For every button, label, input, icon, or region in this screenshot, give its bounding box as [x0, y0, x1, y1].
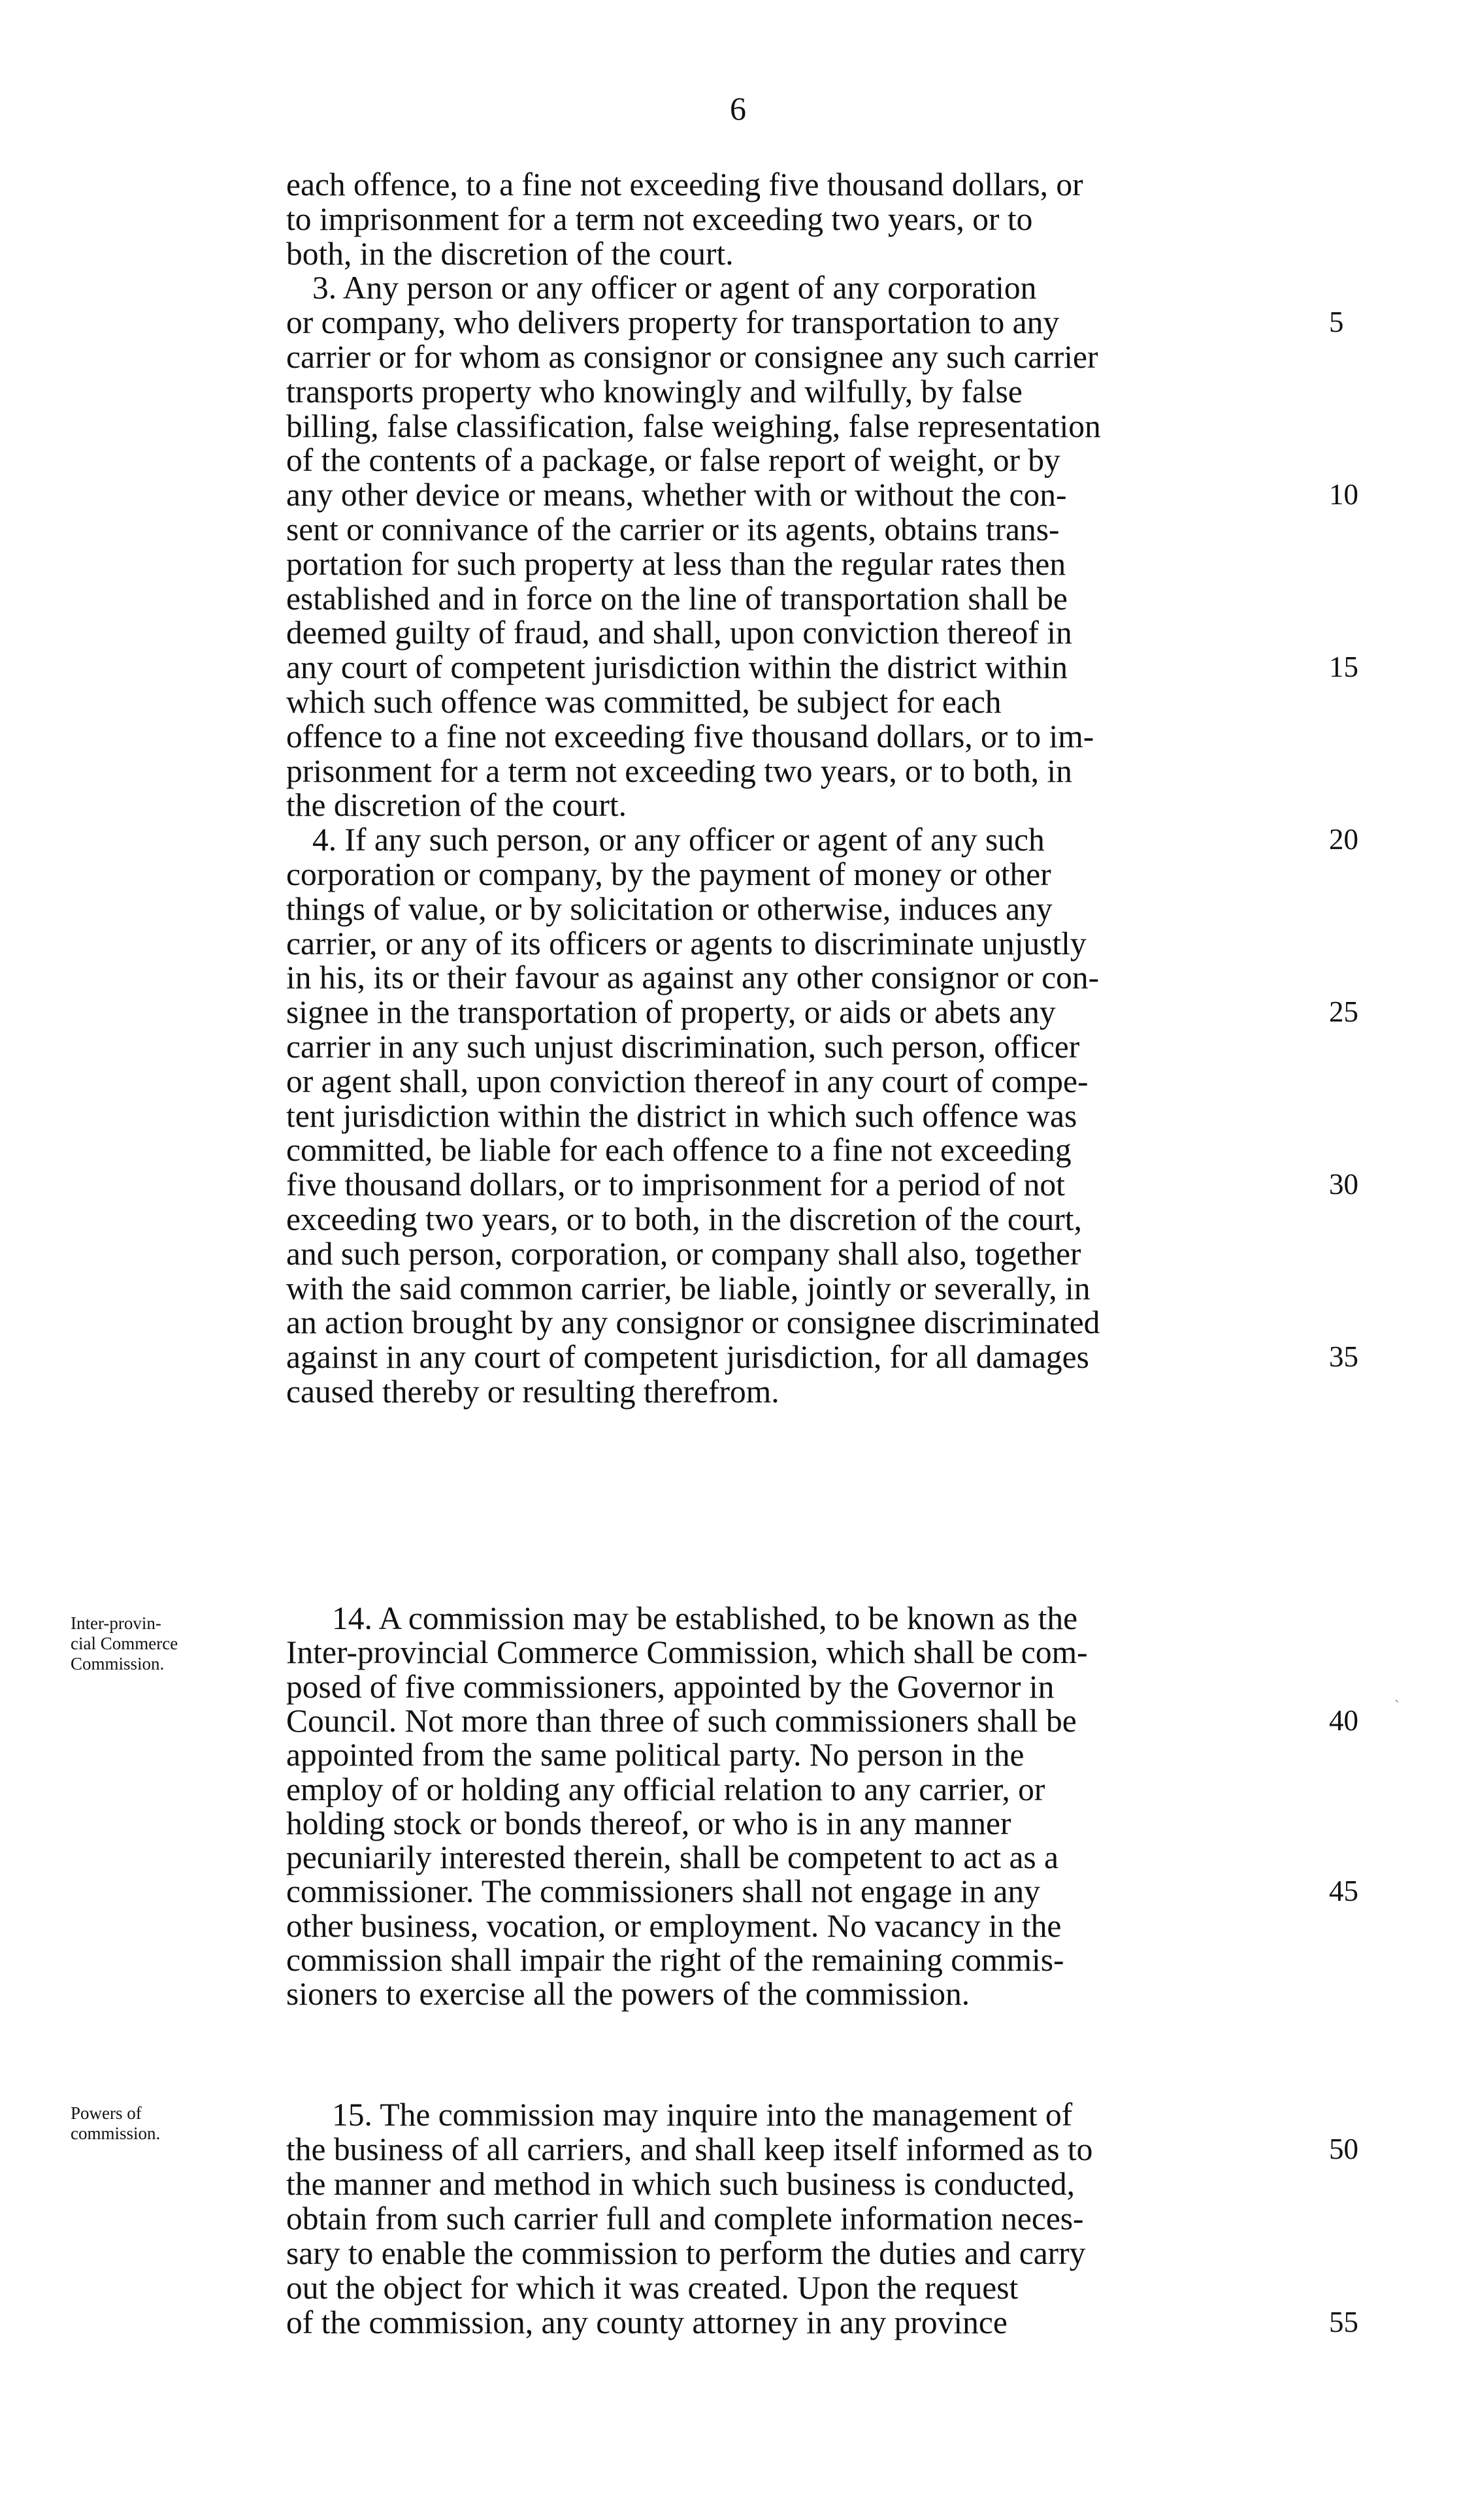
text-line: committed, be liable for each offence to a fine not exceeding — [286, 1132, 1072, 1169]
text-line: any other device or means, whether with or without the con- — [286, 477, 1067, 513]
text-line: each offence, to a fine not exceeding five thousand dollars, or — [286, 167, 1083, 202]
line-number: 15 — [1329, 651, 1358, 684]
text-line: out the object for which it was created. Upon the request — [286, 2270, 1019, 2306]
text-line: corporation or company, by the payment of money or other — [286, 856, 1051, 892]
margin-note-line: commission. — [71, 2124, 161, 2143]
text-line: the business of all carriers, and shall keep itself informed as to — [286, 2131, 1093, 2167]
line-number: 10 — [1329, 478, 1358, 511]
text-line: tent jurisdiction within the district in which such offence was — [286, 1097, 1077, 1134]
margin-note-inter-provincial — [71, 1613, 286, 1674]
text-line: prisonment for a term not exceeding two years, or to both, in — [286, 752, 1072, 789]
text-line: and such person, corporation, or company shall also, together — [286, 1235, 1081, 1272]
text-line: both, in the discretion of the court. — [286, 235, 734, 272]
text-line: holding stock or bonds thereof, or who is in any manner — [286, 1805, 1011, 1841]
text-line: 14. A commission may be established, to be known as the — [332, 1600, 1078, 1636]
page-number: 6 — [730, 90, 746, 127]
text-line: posed of five commissioners, appointed by the Governor in — [286, 1668, 1055, 1705]
text-line: commissioner. The commissioners shall not engage in any — [286, 1873, 1040, 1910]
line-number: 35 — [1329, 1340, 1358, 1374]
text-line: signee in the transportation of property, or aids or abets any — [286, 994, 1056, 1031]
text-line: with the said common carrier, be liable, jointly or severally, in — [286, 1270, 1091, 1306]
line-number: 25 — [1329, 995, 1358, 1029]
text-line: established and in force on the line of transportation shall be — [286, 580, 1068, 617]
margin-note-powers — [71, 2103, 286, 2144]
text-line: carrier, or any of its officers or agents to discriminate unjustly — [286, 925, 1087, 961]
text-line: five thousand dollars, or to imprisonment for a period of not — [286, 1167, 1065, 1203]
margin-note-line: Commission. — [71, 1654, 165, 1673]
text-line: in his, its or their favour as against any other consignor or con- — [286, 960, 1100, 996]
text-line: exceeding two years, or to both, in the discretion of the court, — [286, 1201, 1082, 1237]
text-line: obtain from such carrier full and complete information neces- — [286, 2201, 1084, 2237]
line-number: 5 — [1329, 306, 1344, 339]
text-line: pecuniarily interested therein, shall be competent to act as a — [286, 1839, 1059, 1876]
text-line: an action brought by any consignor or consignee discriminated — [286, 1304, 1100, 1341]
text-line: or company, who delivers property for transportation to any — [286, 304, 1060, 341]
margin-note-line: cial Commerce — [71, 1634, 178, 1653]
text-line: caused thereby or resulting therefrom. — [286, 1374, 779, 1410]
text-line: transports property who knowingly and wilfully, by false — [286, 373, 1023, 410]
line-number: 45 — [1329, 1875, 1358, 1908]
margin-note-line: Inter-provin- — [71, 1613, 161, 1633]
text-line: the discretion of the court. — [286, 787, 627, 824]
text-line: things of value, or by solicitation or otherwise, induces any — [286, 890, 1053, 927]
text-line: 15. The commission may inquire into the management of — [332, 2097, 1073, 2133]
text-line: portation for such property at less than the regular rates then — [286, 545, 1066, 582]
margin-note-line: Powers of — [71, 2103, 142, 2123]
text-line: any court of competent jurisdiction within the district within — [286, 649, 1068, 686]
text-line: carrier or for whom as consignor or consignee any such carrier — [286, 339, 1098, 375]
text-line: 4. If any such person, or any officer or agent of any such — [312, 822, 1045, 858]
text-line: which such offence was committed, be subject for each — [286, 684, 1002, 720]
text-line: the manner and method in which such business is conducted, — [286, 2166, 1075, 2202]
text-line: carrier in any such unjust discrimination, such person, officer — [286, 1029, 1080, 1065]
text-line: to imprisonment for a term not exceeding two years, or to — [286, 201, 1033, 237]
text-line: appointed from the same political party. No person in the — [286, 1737, 1025, 1773]
text-line: against in any court of competent jurisdiction, for all damages — [286, 1339, 1089, 1376]
text-line: sary to enable the commission to perform the duties and carry — [286, 2235, 1086, 2271]
text-line: 3. Any person or any officer or agent of any corporation — [312, 270, 1037, 306]
text-line: employ of or holding any official relation to any carrier, or — [286, 1771, 1045, 1807]
text-line: of the commission, any county attorney in any province — [286, 2304, 1008, 2340]
text-line: commission shall impair the right of the remaining commis- — [286, 1942, 1064, 1978]
text-line: billing, false classification, false weighing, false representation — [286, 408, 1101, 444]
line-number: 40 — [1329, 1704, 1358, 1737]
line-number: 55 — [1329, 2306, 1358, 2338]
text-line: sent or connivance of the carrier or its agents, obtains trans- — [286, 511, 1060, 547]
text-line: sioners to exercise all the powers of the commission. — [286, 1976, 970, 2012]
line-number: 20 — [1329, 823, 1358, 856]
scan-mark: ` — [1394, 1698, 1400, 1715]
text-line: Council. Not more than three of such commissioners shall be — [286, 1702, 1077, 1739]
text-line: deemed guilty of fraud, and shall, upon conviction thereof in — [286, 615, 1072, 651]
text-line: other business, vocation, or employment. No vacancy in the — [286, 1907, 1062, 1944]
text-line: Inter-provincial Commerce Commission, which shall be com- — [286, 1634, 1088, 1671]
text-line: offence to a fine not exceeding five thousand dollars, or to im- — [286, 718, 1094, 754]
text-line: of the contents of a package, or false report of weight, or by — [286, 442, 1060, 479]
line-number: 30 — [1329, 1168, 1358, 1201]
text-line: or agent shall, upon conviction thereof in any court of compe- — [286, 1063, 1089, 1099]
line-number: 50 — [1329, 2133, 1358, 2165]
